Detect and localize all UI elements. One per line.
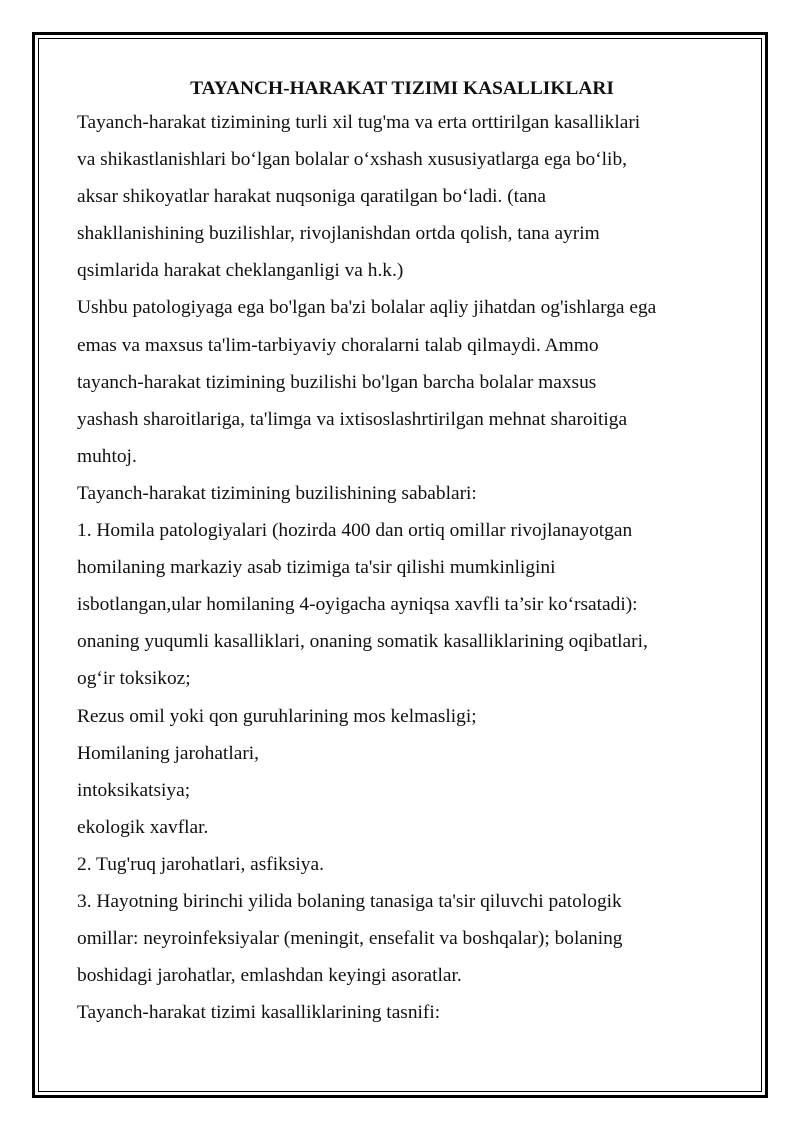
text-line: boshidagi jarohatlar, emlashdan keyingi asoratlar. [77,965,462,987]
text-line: tayanch-harakat tizimining buzilishi bo'lgan barcha bolalar maxsus [77,371,597,393]
text-line: aksar shikoyatlar harakat nuqsoniga qaratilgan bo‘ladi. (tana [77,186,546,208]
text-line: shakllanishining buzilishlar, rivojlanishdan ortda qolish, tana ayrim [77,223,600,245]
text-line: Tayanch-harakat tizimi kasalliklarining tasnifi: [77,1002,441,1024]
document-text [77,104,727,1031]
text-line: Tayanch-harakat tizimining turli xil tug'ma va erta orttirilgan kasalliklari [77,112,641,133]
text-line: intoksikatsiya; [77,779,191,801]
text-line: va shikastlanishlari bo‘lgan bolalar o‘xshash xususiyatlarga ega bo‘lib, [77,149,627,171]
text-line: muhtoj. [77,445,137,467]
text-line: 2. Tug'ruq jarohatlari, asfiksiya. [77,853,324,875]
document-body [77,74,727,1031]
text-line: isbotlangan,ular homilaning 4-oyigacha ayniqsa xavfli ta’sir ko‘rsatadi): [77,594,638,616]
text-line: Homilaning jarohatlari, [77,742,260,764]
text-line: ekologik xavflar. [77,816,209,838]
text-line: omillar: neyroinfeksiyalar (meningit, ensefalit va boshqalar); bolaning [77,928,623,950]
text-line: onaning yuqumli kasalliklari, onaning somatik kasalliklarining oqibatlari, [77,631,648,653]
text-line: Tayanch-harakat tizimining buzilishining sabablari: [77,482,477,504]
text-line: yashash sharoitlariga, ta'limga va ixtisoslashrtirilgan mehnat sharoitiga [77,408,628,430]
text-line: og‘ir toksikoz; [77,668,191,690]
text-line: Ushbu patologiyaga ega bo'lgan ba'zi bolalar aqliy jihatdan og'ishlarga ega [77,297,657,319]
text-line: 3. Hayotning birinchi yilida bolaning tanasiga ta'sir qiluvchi patologik [77,890,622,912]
text-line: 1. Homila patologiyalari (hozirda 400 dan ortiq omillar rivojlanayotgan [77,520,633,542]
text-line: homilaning markaziy asab tizimiga ta'sir qilishi mumkinligini [77,557,556,579]
text-line: emas va maxsus ta'lim-tarbiyaviy choralarni talab qilmaydi. Ammo [77,334,599,356]
document-title: TAYANCH-HARAKAT TIZIMI KASALLIKLARI [190,78,614,99]
text-line: Rezus omil yoki qon guruhlarining mos kelmasligi; [77,705,477,727]
text-line: qsimlarida harakat cheklanganligi va h.k.) [77,260,404,282]
